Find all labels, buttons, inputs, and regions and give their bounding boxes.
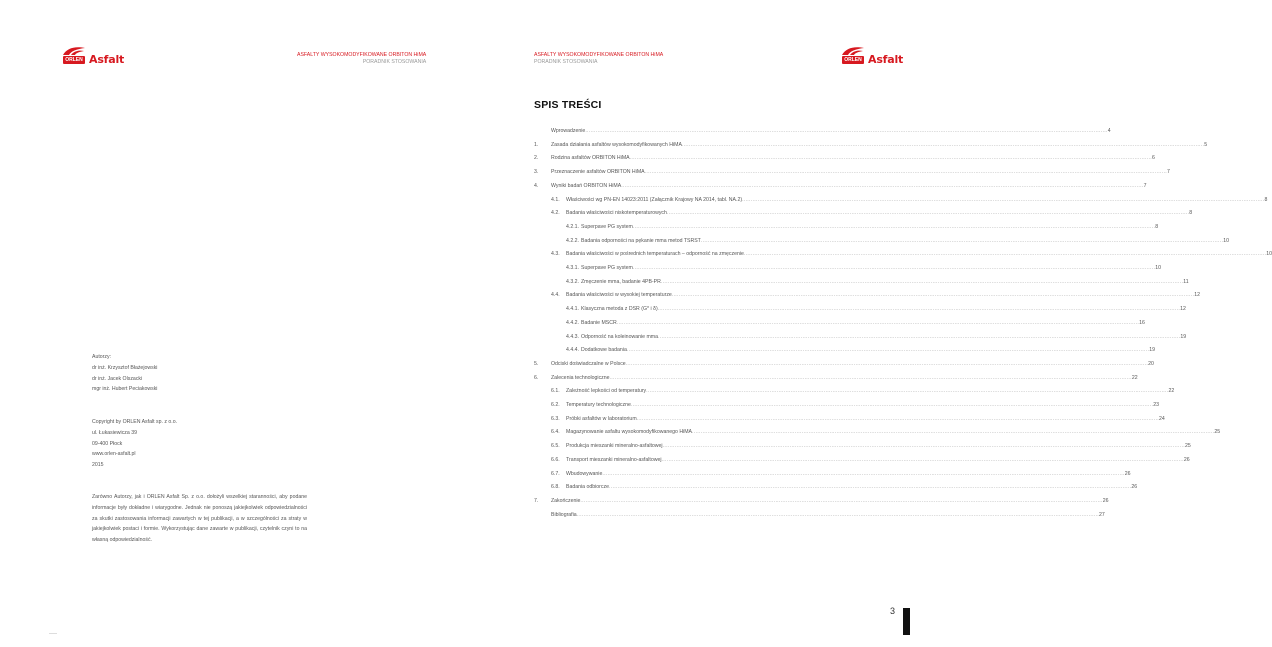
toc-entry-page: 8	[1264, 196, 1268, 203]
toc-leader-dots: ............................................................................................................................................................................................................................................................................................................	[621, 182, 1144, 189]
toc-entry[interactable]	[534, 497, 1109, 505]
toc-entry-title: Właściwości wg PN-EN 14023:2011 (Załącznik Krajowy NA 2014, tabl. NA.2)	[566, 196, 743, 203]
toc-leader-dots: ............................................................................................................................................................................................................................................................................................................	[602, 470, 1125, 477]
toc-leader-dots: ............................................................................................................................................................................................................................................................................................................	[630, 402, 1154, 408]
toc-entry-number: 6.8.	[551, 484, 560, 491]
toc-entry-number: 6.3.	[551, 415, 560, 422]
toc-entry-page: 10	[1155, 265, 1162, 271]
toc-entry[interactable]	[534, 319, 1145, 327]
toc-entry-page: 22	[1131, 374, 1138, 381]
toc-entry-number: 4.2.1.	[566, 223, 579, 230]
toc-entry-number: 4.4.1.	[566, 306, 579, 313]
toc-entry[interactable]	[534, 374, 1138, 382]
toc-entry[interactable]	[534, 456, 1190, 464]
toc-leader-dots: ............................................................................................................................................................................................................................................................................................................	[662, 443, 1185, 450]
toc-leader-dots: ............................................................................................................................................................................................................................................................................................................	[692, 429, 1215, 436]
toc-entry-page: 11	[1183, 278, 1189, 285]
toc-entry-title: Badania odbiorcze	[566, 484, 609, 491]
toc-entry-page: 19	[1149, 347, 1155, 354]
toc-entry[interactable]	[534, 154, 1155, 162]
crop-mark	[49, 633, 57, 634]
toc-entry-body	[551, 154, 1155, 162]
toc-entry-title: Zmęczenie mma, badanie 4PB-PR	[580, 278, 661, 285]
toc-entry-page: 24	[1159, 415, 1165, 422]
toc-entry[interactable]	[534, 264, 1162, 272]
toc-leader-dots: ............................................................................................................................................................................................................................................................................................................	[657, 333, 1181, 340]
toc-leader-dots: ............................................................................................................................................................................................................................................................................................................	[580, 497, 1103, 504]
toc-entry[interactable]	[534, 428, 1221, 436]
copyright-line: Copyright by ORLEN Asfalt sp. z o.o.	[92, 419, 178, 425]
asfalt-wordmark: Asfalt	[89, 53, 125, 66]
toc-entry-title: Rodzina asfaltów ORBITON HiMA	[551, 155, 630, 162]
disclaimer-text: Zarówno Autorzy, jak i ORLEN Asfalt Sp. z o.o. dołożyli wszelkiej staranności, aby podane informacje były dokładne i wiarygodne. Jednak nie ponoszą jakiejkolwiek odpowiedzialności za skutki zastosowania informacji zawartych w tej publikacji, a w szczególności za straty w jakiejkolwiek postaci i formie. Wykorzystując dane zawarte w publikacji, czytelnik czyni to na własną odpowiedzialność.	[92, 494, 307, 544]
toc-entry-title: Transport mieszanki mineralno-asfaltowej	[566, 456, 662, 463]
eagle-icon	[840, 46, 866, 56]
toc-entry-body	[566, 223, 1159, 231]
toc-entry-body	[551, 168, 1170, 176]
toc-entry-number: 6.7.	[551, 470, 560, 477]
running-header-left	[297, 52, 426, 65]
toc-entry-title: Superpave PG system	[580, 265, 633, 271]
toc-entry-number: 4.2.2.	[566, 237, 579, 244]
toc-entry-body	[566, 305, 1186, 313]
toc-entry-page: 8	[1189, 210, 1193, 217]
toc-entry-page: 10	[1266, 251, 1272, 258]
toc-entry-number: 2.	[534, 155, 539, 162]
author-name: dr inż. Krzysztof Błażejowski	[92, 364, 158, 371]
toc-entry-title: Badania właściwości w pośrednich temperaturach – odporność na zmęczenie	[566, 251, 744, 258]
toc-entry[interactable]	[534, 483, 1138, 491]
toc-entry-number: 6.6.	[551, 456, 560, 463]
toc-entry[interactable]	[534, 168, 1170, 176]
toc-entry-body	[551, 374, 1138, 382]
toc-entry-body	[551, 127, 1111, 135]
header-line-1: ASFALTY WYSOKOMODYFIKOWANE ORBITON HiMA	[534, 52, 664, 58]
toc-entry-number: 4.	[534, 182, 539, 189]
toc-entry-body	[566, 346, 1155, 354]
toc-entry-body	[551, 182, 1147, 190]
eagle-icon	[61, 46, 87, 56]
toc-leader-dots: ............................................................................................................................................................................................................................................................................................................	[742, 196, 1265, 203]
toc-entry-number: 6.1.	[551, 388, 560, 395]
toc-entry-title: Zalecenia technologiczne	[551, 374, 610, 381]
toc-leader-dots: ............................................................................................................................................................................................................................................................................................................	[609, 374, 1132, 381]
toc-entry-page: 7	[1143, 182, 1147, 189]
author-name: mgr inż. Hubert Peciakowski	[92, 386, 158, 393]
toc-leader-dots: ............................................................................................................................................................................................................................................................................................................	[671, 292, 1195, 299]
toc-entry-body	[566, 264, 1162, 272]
website-link[interactable]: www.orlen-asfalt.pl	[92, 451, 136, 458]
toc-entry-page: 27	[1099, 511, 1105, 518]
toc-entry-number: 6.4.	[551, 429, 560, 436]
toc-entry-body	[566, 291, 1200, 299]
page-marker-bar	[903, 608, 910, 635]
toc-entry-body	[551, 360, 1154, 368]
toc-entry[interactable]	[534, 511, 1105, 519]
toc-leader-dots: ............................................................................................................................................................................................................................................................................................................	[632, 265, 1156, 271]
toc-entry-title: Badania właściwości niskotemperaturowych	[566, 210, 667, 217]
header-line-1: ASFALTY WYSOKOMODYFIKOWANE ORBITON HiMA	[297, 52, 427, 58]
toc-entry-number: 6.2.	[551, 402, 560, 408]
toc-entry-number: 4.4.4.	[566, 347, 579, 354]
toc-entry-page: 20	[1148, 360, 1154, 367]
toc-entry-body	[566, 442, 1191, 450]
toc-entry-page: 10	[1223, 237, 1230, 244]
toc-entry-number: 3.	[534, 169, 539, 176]
toc-entry-number: 4.4.3.	[566, 333, 579, 340]
address-street: ul. Łukasiewicza 39	[92, 429, 137, 436]
toc-entry-page: 26	[1183, 456, 1190, 463]
toc-heading: SPIS TREŚCI	[534, 99, 602, 111]
toc-entry-number: 4.3.	[551, 251, 560, 258]
toc-entry[interactable]	[534, 360, 1154, 368]
header-line-2: PORADNIK STOSOWANIA	[362, 58, 427, 65]
toc-entry-page: 5	[1204, 141, 1208, 148]
toc-entry-title: Badanie MSCR	[580, 319, 617, 326]
toc-entry-number: 4.2.	[551, 210, 560, 217]
toc-entry-body	[566, 209, 1193, 217]
toc-entry-body	[566, 319, 1145, 327]
toc-entry-number: 7.	[534, 497, 539, 504]
toc-leader-dots: ............................................................................................................................................................................................................................................................................................................	[616, 319, 1140, 326]
toc-entry-body	[551, 141, 1208, 149]
toc-entry-title: Odporność na koleinowanie mma	[580, 333, 658, 340]
page-number: 3	[890, 606, 896, 616]
toc-entry-title: Bibliografia	[551, 511, 577, 518]
toc-entry-body	[566, 470, 1131, 478]
toc-entry[interactable]	[534, 333, 1187, 341]
orlen-wordmark: ORLEN	[844, 57, 862, 63]
toc-entry-title: Badania odporności na pękanie mma metod TSRST	[580, 237, 701, 244]
toc-entry-number: 4.1.	[551, 196, 560, 203]
toc-leader-dots: ............................................................................................................................................................................................................................................................................................................	[585, 128, 1108, 134]
toc-leader-dots: ............................................................................................................................................................................................................................................................................................................	[632, 223, 1156, 230]
toc-entry-number: 1.	[534, 141, 539, 148]
copyright-block	[92, 417, 177, 471]
toc-entry-body	[551, 497, 1109, 505]
toc-entry-body	[566, 428, 1221, 436]
toc-entry-page: 12	[1180, 306, 1186, 313]
toc-entry-number: 5.	[534, 360, 539, 367]
toc-entry[interactable]	[534, 237, 1230, 245]
toc-entry-body	[566, 483, 1138, 491]
toc-entry[interactable]	[534, 470, 1131, 478]
authors-heading: Autorzy:	[92, 354, 112, 360]
toc-entry-title: Wprowadzenie	[551, 128, 586, 134]
toc-entry[interactable]	[534, 442, 1191, 450]
toc-entry[interactable]	[534, 387, 1175, 395]
running-header-right	[534, 52, 663, 65]
toc-entry-title: Magazynowanie asfaltu wysokomodyfikowanego HiMA	[566, 429, 693, 436]
toc-entry-title: Temperatury technologiczne	[566, 402, 631, 408]
toc-entry[interactable]	[534, 291, 1200, 299]
toc-leader-dots: ............................................................................................................................................................................................................................................................................................................	[646, 388, 1169, 395]
authors-block	[92, 352, 157, 395]
toc-entry[interactable]	[534, 305, 1186, 313]
toc-entry-title: Badania właściwości w wysokiej temperaturze	[566, 292, 672, 299]
toc-entry-title: Wyniki badań ORBITON HiMA	[551, 182, 622, 189]
toc-entry[interactable]	[534, 415, 1165, 423]
toc-entry-body	[566, 456, 1190, 464]
toc-entry[interactable]	[534, 196, 1268, 204]
toc-entry-page: 26	[1124, 470, 1131, 477]
toc-entry-page: 22	[1168, 388, 1175, 395]
toc-entry-title: Superpave PG system	[580, 223, 633, 230]
toc-entry-title: Odciski doświadczalne w Polsce	[551, 360, 626, 367]
toc-entry-title: Zasada działania asfaltów wysokomodyfikowanych HiMA	[551, 141, 682, 148]
toc-leader-dots: ............................................................................................................................................................................................................................................................................................................	[681, 141, 1205, 148]
toc-entry-title: Zależność lepkości od temperatury	[566, 388, 647, 395]
toc-entry-number: 4.3.1.	[566, 265, 579, 271]
publication-year: 2015	[92, 462, 104, 469]
toc-entry-number: 4.4.2.	[566, 319, 579, 326]
toc-entry-page: 26	[1131, 484, 1138, 491]
toc-leader-dots: ............................................................................................................................................................................................................................................................................................................	[608, 484, 1132, 491]
toc-entry-page: 12	[1194, 292, 1200, 299]
toc-entry-title: Próbki asfaltów w laboratorium	[566, 415, 637, 422]
toc-leader-dots: ............................................................................................................................................................................................................................................................................................................	[625, 360, 1149, 367]
toc-entry-title: Produkcja mieszanki mineralno-asfaltowej	[566, 443, 663, 450]
toc-leader-dots: ............................................................................................................................................................................................................................................................................................................	[743, 251, 1267, 258]
toc-entry-page: 16	[1139, 319, 1145, 326]
toc-leader-dots: ............................................................................................................................................................................................................................................................................................................	[644, 169, 1167, 176]
author-name: dr inż. Jacek Olszacki	[92, 375, 143, 382]
toc-entry[interactable]	[534, 346, 1155, 354]
toc-entry-page: 23	[1153, 402, 1160, 408]
toc-entry-page: 8	[1155, 223, 1159, 230]
toc-entry-page: 25	[1184, 443, 1191, 450]
toc-leader-dots: ............................................................................................................................................................................................................................................................................................................	[657, 306, 1181, 313]
toc-entry[interactable]	[534, 141, 1208, 149]
toc-entry-number: 4.3.2.	[566, 278, 579, 285]
address-city: 09-400 Płock	[92, 440, 123, 447]
toc-entry-title: Zakończenie	[551, 497, 581, 504]
toc-entry-title: Dodatkowe badania	[580, 347, 627, 354]
toc-entry-page: 19	[1180, 333, 1187, 340]
toc-leader-dots: ............................................................................................................................................................................................................................................................................................................	[576, 511, 1100, 518]
toc-entry[interactable]	[534, 401, 1160, 409]
toc-leader-dots: ............................................................................................................................................................................................................................................................................................................	[636, 415, 1160, 422]
toc-entry-body	[566, 415, 1165, 423]
orlen-wordmark: ORLEN	[65, 57, 83, 63]
toc-leader-dots: ............................................................................................................................................................................................................................................................................................................	[700, 237, 1224, 244]
toc-entry-body	[566, 278, 1189, 286]
toc-entry-page: 25	[1214, 429, 1221, 436]
orlen-asfalt-logo-right	[840, 44, 903, 66]
toc-entry-page: 4	[1107, 128, 1111, 134]
toc-entry-number: 6.	[534, 374, 539, 381]
toc-entry[interactable]	[534, 127, 1111, 135]
toc-entry-title: Przeznaczenie asfaltów ORBITON HiMA	[551, 169, 645, 176]
toc-leader-dots: ............................................................................................................................................................................................................................................................................................................	[666, 210, 1190, 217]
toc-entry-title: Klasyczna metoda z DSR (G* i δ)	[580, 306, 658, 313]
header-line-2: PORADNIK STOSOWANIA	[534, 58, 598, 65]
toc-entry[interactable]	[534, 250, 1272, 258]
toc-entry[interactable]	[534, 209, 1193, 217]
toc-leader-dots: ............................................................................................................................................................................................................................................................................................................	[629, 155, 1152, 162]
toc-entry-body	[566, 387, 1175, 395]
orlen-asfalt-logo-left	[61, 44, 124, 66]
toc-entry[interactable]	[534, 182, 1147, 190]
toc-leader-dots: ............................................................................................................................................................................................................................................................................................................	[626, 347, 1150, 354]
toc-entry[interactable]	[534, 223, 1159, 231]
toc-entry-page: 6	[1151, 155, 1155, 162]
toc-entry-body	[566, 401, 1160, 409]
toc-leader-dots: ............................................................................................................................................................................................................................................................................................................	[660, 278, 1184, 285]
toc-entry-body	[551, 511, 1105, 519]
toc-entry-body	[566, 237, 1230, 245]
toc-entry[interactable]	[534, 278, 1189, 286]
toc-entry-body	[566, 196, 1268, 204]
asfalt-wordmark: Asfalt	[868, 53, 904, 66]
toc-entry-page: 7	[1166, 169, 1170, 176]
toc-entry-body	[566, 250, 1272, 258]
toc-leader-dots: ............................................................................................................................................................................................................................................................................................................	[661, 456, 1184, 463]
toc-entry-number: 4.4.	[551, 292, 560, 299]
toc-entry-body	[566, 333, 1187, 341]
toc-entry-number: 6.5.	[551, 443, 560, 450]
toc-entry-title: Wbudowywanie	[566, 470, 603, 477]
toc-entry-page: 26	[1102, 497, 1109, 504]
left-page	[0, 0, 480, 647]
